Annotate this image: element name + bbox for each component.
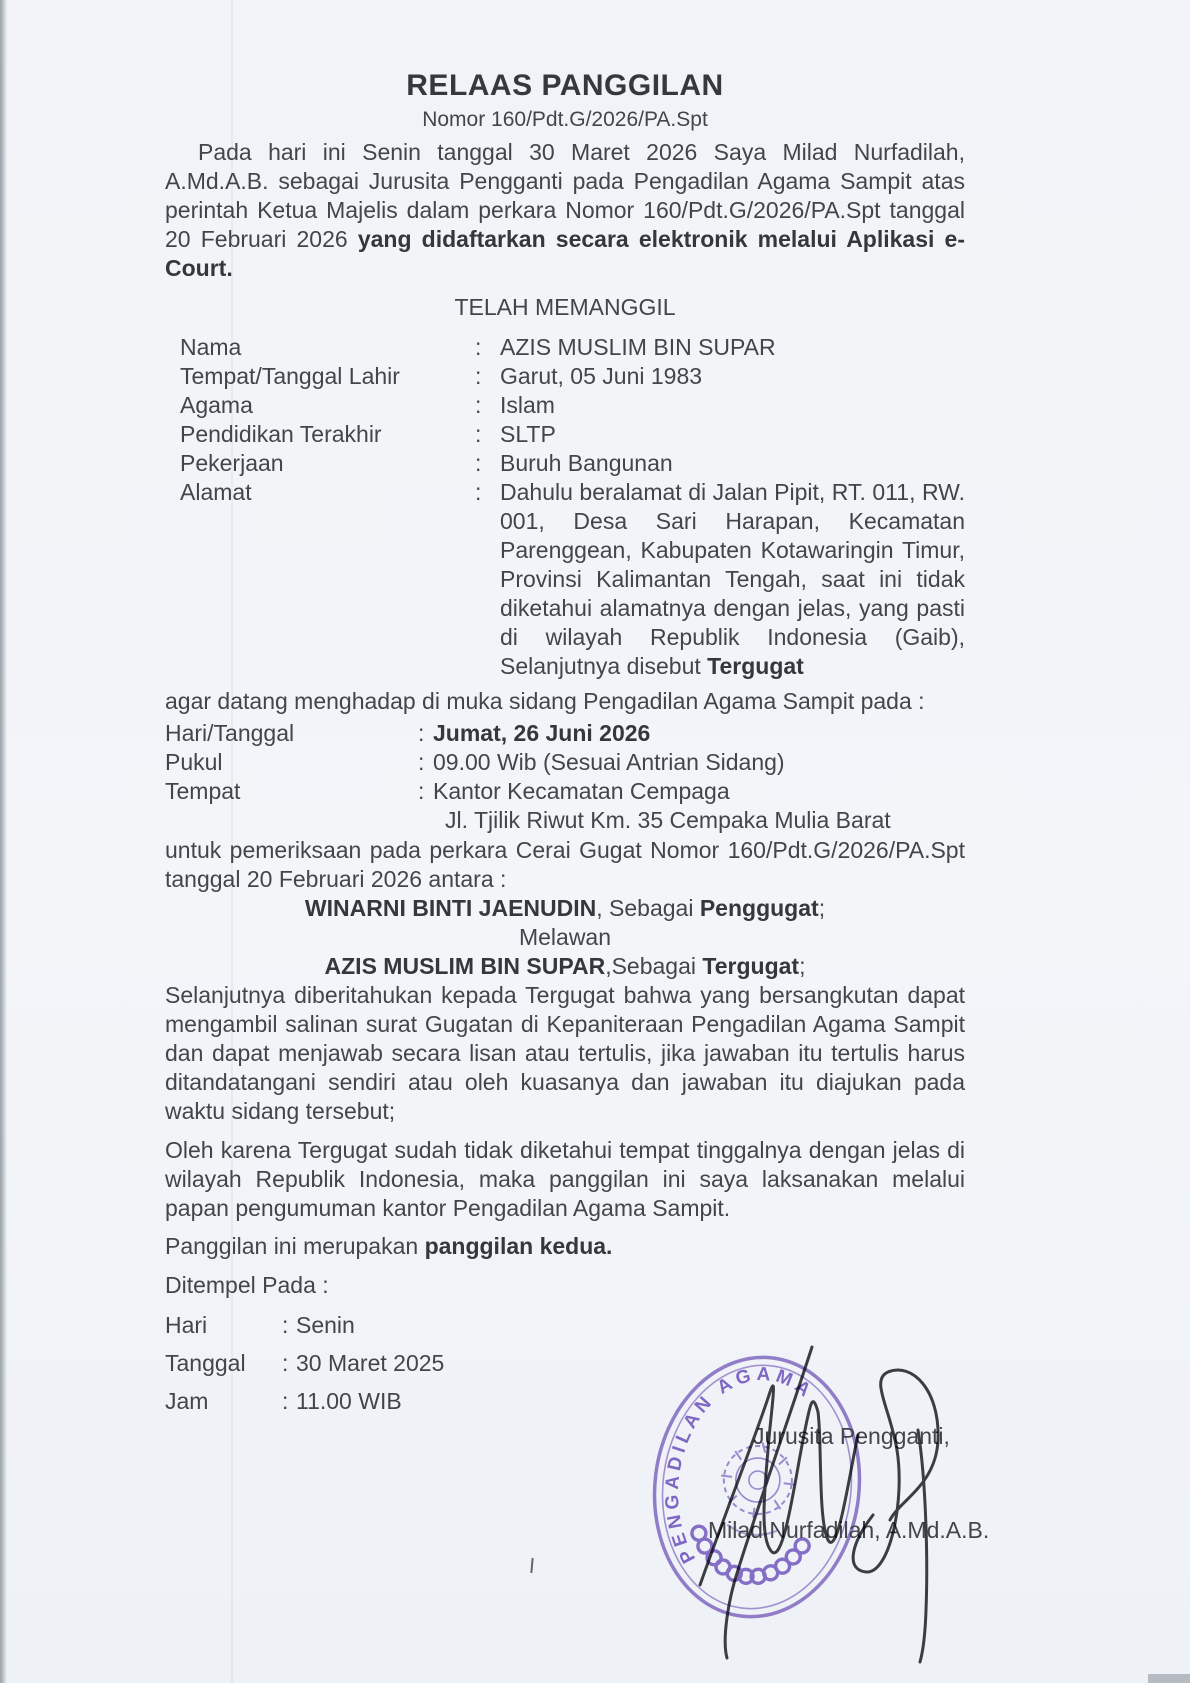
field-value: SLTP: [500, 421, 556, 447]
defendant-line: [165, 952, 965, 981]
plaintiff-role: Penggugat: [699, 895, 819, 921]
colon: :: [282, 1388, 289, 1414]
field-label: Pekerjaan: [180, 450, 284, 476]
posted-heading: Ditempel Pada :: [165, 1272, 329, 1298]
field-row-tempat-tanggal-lahir: [180, 362, 965, 391]
posted-label: Tanggal: [165, 1350, 246, 1376]
field-row-pekerjaan: [180, 449, 965, 478]
colon: :: [418, 720, 425, 746]
stray-pen-mark: [530, 1558, 533, 1573]
case-number-line: Nomor 160/Pdt.G/2026/PA.Spt: [422, 108, 708, 131]
hearing-label: Pukul: [165, 749, 223, 775]
hearing-time-value: 09.00 Wib (Sesuai Antrian Sidang): [433, 749, 785, 775]
field-label: Pendidikan Terakhir: [180, 421, 382, 447]
gaib-announcement-paragraph: Oleh karena Tergugat sudah tidak diketahui tempat tinggalnya dengan jelas di wilayah Republik Indonesia, maka panggilan ini saya laksanakan melalui papan pengumuman kantor Pengadilan Agama Sampit.: [165, 1137, 965, 1221]
notice-paragraph: Selanjutnya diberitahukan kepada Tergugat bahwa yang bersangkutan dapat mengambil salinan surat Gugatan di Kepaniteraan Pengadilan Agama Sampit dan dapat menjawab secara lisan atau tertulis, jika jawaban itu tertulis harus ditandatangani sendiri atau oleh kuasanya dan jawaban itu diajukan pada waktu sidang tersebut;: [165, 982, 965, 1124]
field-row-agama: [180, 391, 965, 420]
colon: :: [475, 421, 482, 447]
colon: :: [475, 450, 482, 476]
colon: :: [475, 363, 482, 389]
field-value: Buruh Bangunan: [500, 450, 673, 476]
summons-order-line: [165, 1232, 965, 1261]
defendant-end-punct: ;: [799, 953, 806, 979]
hearing-date-value: Jumat, 26 Juni 2026: [433, 720, 651, 746]
opening-paragraph-text: Pada hari ini Senin tanggal 30 Maret 2026 Saya Milad Nurfadilah, A.Md.A.B. sebagai Jurusita Pengganti pada Pengadilan Agama Sampit atas perintah Ketua Majelis dalam perkara Nomor 160/Pdt.G/2026/PA.Spt tanggal 20 Februari 2026: [165, 139, 965, 252]
colon: :: [475, 479, 482, 505]
posted-day-value: Senin: [296, 1312, 355, 1338]
field-label: Alamat: [180, 479, 252, 505]
defendant-designation: Tergugat: [707, 653, 804, 679]
colon: :: [282, 1312, 289, 1338]
colon: :: [282, 1350, 289, 1376]
defendant-role: Tergugat: [702, 953, 800, 979]
section-heading-telah-memanggil: TELAH MEMANGGIL: [454, 294, 676, 320]
document-title: RELAAS PANGGILAN: [406, 69, 724, 102]
stamp-arc-label: PENGADILAN AGAMA: [661, 1363, 818, 1567]
summon-instruction-line: agar datang menghadap di muka sidang Pengadilan Agama Sampit pada :: [165, 688, 925, 714]
handwritten-signature: [660, 1330, 980, 1680]
address-text: Dahulu beralamat di Jalan Pipit, RT. 011, RW. 001, Desa Sari Harapan, Kecamatan Parenggean, Kabupaten Kotawaringin Timur, Provinsi Kalimantan Tengah, saat ini tidak diketahui alamatnya dengan jelas, yang pasti di wilayah Republik Indonesia (Gaib), Selanjutnya disebut: [500, 479, 965, 679]
field-value: [500, 478, 965, 681]
order-line-text: Panggilan ini merupakan: [165, 1233, 425, 1259]
hearing-row-hari-tanggal: [165, 719, 965, 748]
signer-role: Jurusita Pengganti,: [753, 1423, 950, 1449]
hearing-row-pukul: [165, 748, 965, 777]
posted-label: Hari: [165, 1312, 208, 1338]
scan-left-edge-artifact: [0, 0, 7, 1683]
plaintiff-name: WINARNI BINTI JAENUDIN: [304, 895, 597, 921]
posted-label: Jam: [165, 1388, 209, 1414]
plaintiff-line: [165, 894, 965, 923]
versus-line: Melawan: [518, 924, 612, 950]
plaintiff-separator: , Sebagai: [596, 895, 700, 921]
field-value: Islam: [500, 392, 555, 418]
hearing-label: Hari/Tanggal: [165, 720, 295, 746]
hearing-schedule-block: [165, 719, 965, 835]
person-identity-block: [180, 333, 965, 681]
colon: :: [418, 778, 425, 804]
field-value: AZIS MUSLIM BIN SUPAR: [500, 334, 776, 360]
field-label: Nama: [180, 334, 242, 360]
signer-name: Milad Nurfadilah, A.Md.A.B.: [708, 1517, 990, 1543]
hearing-place-value: Kantor Kecamatan Cempaga: [433, 778, 730, 804]
scan-corner-artifact: [1148, 1674, 1190, 1683]
hearing-row-tempat: [165, 777, 965, 806]
field-label: Tempat/Tanggal Lahir: [180, 363, 400, 389]
colon: :: [475, 392, 482, 418]
field-row-pendidikan-terakhir: [180, 420, 965, 449]
hearing-label: Tempat: [165, 778, 241, 804]
defendant-separator: ,Sebagai: [605, 953, 703, 979]
colon: :: [475, 334, 482, 360]
opening-paragraph-bold-text: yang didaftarkan secara elektronik melalui Aplikasi e-Court.: [165, 226, 965, 281]
opening-paragraph: [165, 138, 965, 283]
field-row-alamat: [180, 478, 965, 681]
document-body: [165, 0, 965, 1425]
posted-time-value: 11.00 WIB: [296, 1388, 402, 1414]
field-row-nama: [180, 333, 965, 362]
plaintiff-end-punct: ;: [818, 895, 826, 921]
defendant-name: AZIS MUSLIM BIN SUPAR: [324, 953, 606, 979]
venue-address-line: Jl. Tjilik Riwut Km. 35 Cempaka Mulia Barat: [445, 807, 891, 833]
colon: :: [418, 749, 425, 775]
field-value: Garut, 05 Juni 1983: [500, 363, 703, 389]
posted-date-value: 30 Maret 2025: [296, 1350, 445, 1376]
case-description-paragraph: untuk pemeriksaan pada perkara Cerai Gugat Nomor 160/Pdt.G/2026/PA.Spt tanggal 20 Februari 2026 antara :: [165, 837, 965, 892]
order-line-bold-text: panggilan kedua.: [424, 1233, 613, 1259]
field-label: Agama: [180, 392, 253, 418]
